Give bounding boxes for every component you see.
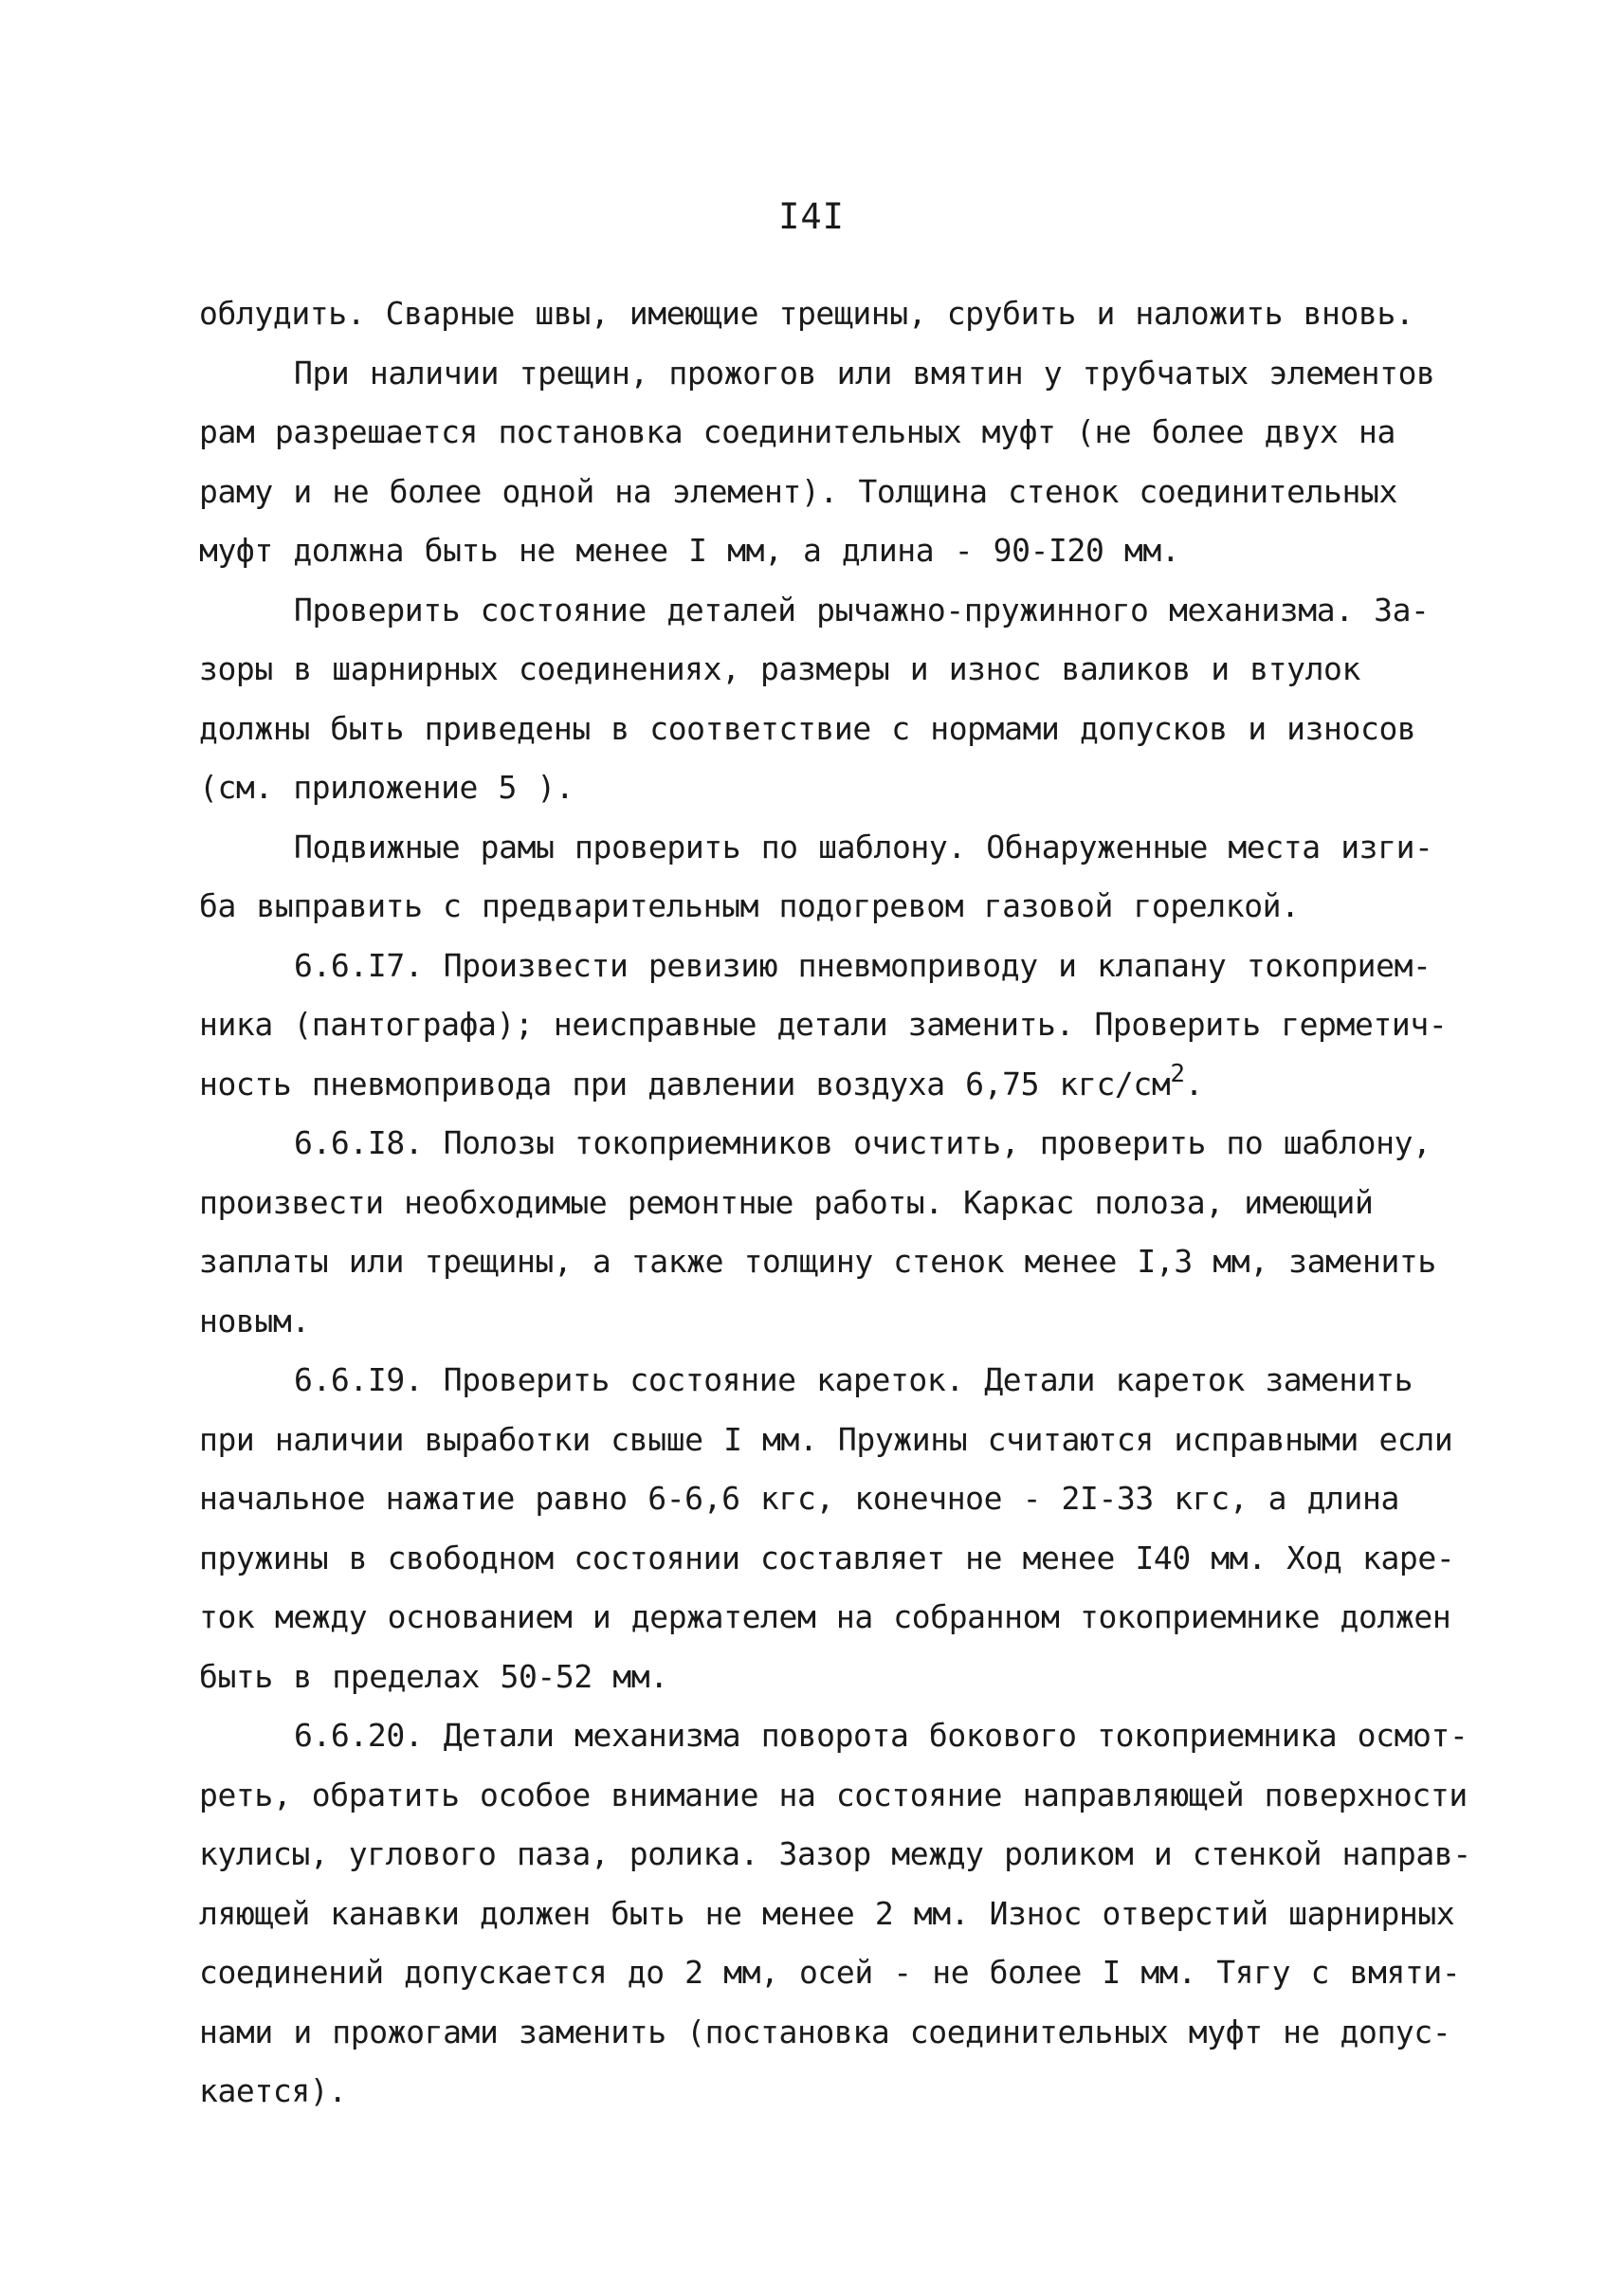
text-line: новым. xyxy=(199,1302,310,1339)
text-line: при наличии выработки свыше I мм. Пружины считаются исправными если xyxy=(199,1420,1453,1458)
text-line: Подвижные рамы проверить по шаблону. Обнаруженные места изги- xyxy=(294,828,1433,866)
text-line: пружины в свободном состоянии составляет не менее I40 мм. Ход каре- xyxy=(199,1539,1455,1576)
text-line: 6.6.I9. Проверить состояние кареток. Детали кареток заменить xyxy=(294,1361,1413,1398)
text-line: 6.6.I7. Произвести ревизию пневмоприводу и клапану токоприем- xyxy=(294,946,1432,984)
text-line: облудить. Сварные швы, имеющие трещины, срубить и наложить вновь. xyxy=(199,295,1414,332)
body-text xyxy=(199,284,1498,2122)
paragraph-4 xyxy=(199,818,1498,937)
text-line: 6.6.I8. Полозы токоприемников очистить, проверить по шаблону, xyxy=(294,1124,1432,1161)
text-line: должны быть приведены в соответствие с нормами допусков и износов xyxy=(199,709,1416,747)
paragraph-3 xyxy=(199,581,1498,818)
text-line: Проверить состояние деталей рычажно-пружинного механизма. За- xyxy=(294,591,1430,629)
text-line-with-superscript xyxy=(199,1055,1498,1115)
text-segment: . xyxy=(1184,1065,1204,1102)
text-line: заплаты или трещины, а также толщину стенок менее I,3 мм, заменить xyxy=(199,1243,1436,1280)
text-line: рам разрешается постановка соединительных муфт (не более двух на xyxy=(199,413,1395,450)
text-line: раму и не более одной на элемент). Толщина стенок соединительных xyxy=(199,472,1397,510)
text-line: зоры в шарнирных соединениях, размеры и износ валиков и втулок xyxy=(199,650,1360,687)
text-line: быть в пределах 50-52 мм. xyxy=(199,1657,668,1695)
text-line: реть, обратить особое внимание на состояние направляющей поверхности xyxy=(199,1776,1468,1813)
text-line: произвести необходимые ремонтные работы. Каркас полоза, имеющий xyxy=(199,1183,1374,1221)
text-line: (см. приложение 5 ). xyxy=(199,769,574,806)
text-line: ляющей канавки должен быть не менее 2 мм. Износ отверстий шарнирных xyxy=(199,1894,1455,1932)
paragraph-6-6-18 xyxy=(199,1114,1498,1351)
text-line: ника (пантографа); неисправные детали заменить. Проверить герметич- xyxy=(199,1006,1448,1043)
superscript: 2 xyxy=(1170,1059,1185,1088)
page-number: I4I xyxy=(778,196,845,237)
text-line: муфт должна быть не менее I мм, а длина - 90-I20 мм. xyxy=(199,532,1180,569)
text-line: При наличии трещин, прожогов или вмятин у трубчатых элементов xyxy=(294,354,1435,392)
text-line: нами и прожогами заменить (постановка соединительных муфт не допус- xyxy=(199,2013,1451,2050)
paragraph-6-6-20 xyxy=(199,1706,1498,2122)
text-line: начальное нажатие равно 6-6,6 кгс, конечное - 2I-33 кгс, а длина xyxy=(199,1480,1399,1517)
text-line: кается). xyxy=(199,2072,347,2109)
text-segment: ность пневмопривода при давлении воздуха 6,75 кгс/см xyxy=(199,1065,1171,1102)
text-line: 6.6.20. Детали механизма поворота бокового токоприемника осмот- xyxy=(294,1717,1468,1754)
text-line: соединений допускается до 2 мм, осей - не более I мм. Тягу с вмяти- xyxy=(199,1954,1461,1991)
paragraph-6-6-19 xyxy=(199,1351,1498,1706)
paragraph-2 xyxy=(199,344,1498,581)
paragraph-1 xyxy=(199,284,1498,344)
text-line: ба выправить с предварительным подогревом газовой горелкой. xyxy=(199,887,1300,924)
text-line: ток между основанием и держателем на собранном токоприемнике должен xyxy=(199,1598,1451,1635)
paragraph-6-6-17 xyxy=(199,937,1498,1115)
text-line: кулисы, углового паза, ролика. Зазор между роликом и стенкой направ- xyxy=(199,1835,1471,1872)
